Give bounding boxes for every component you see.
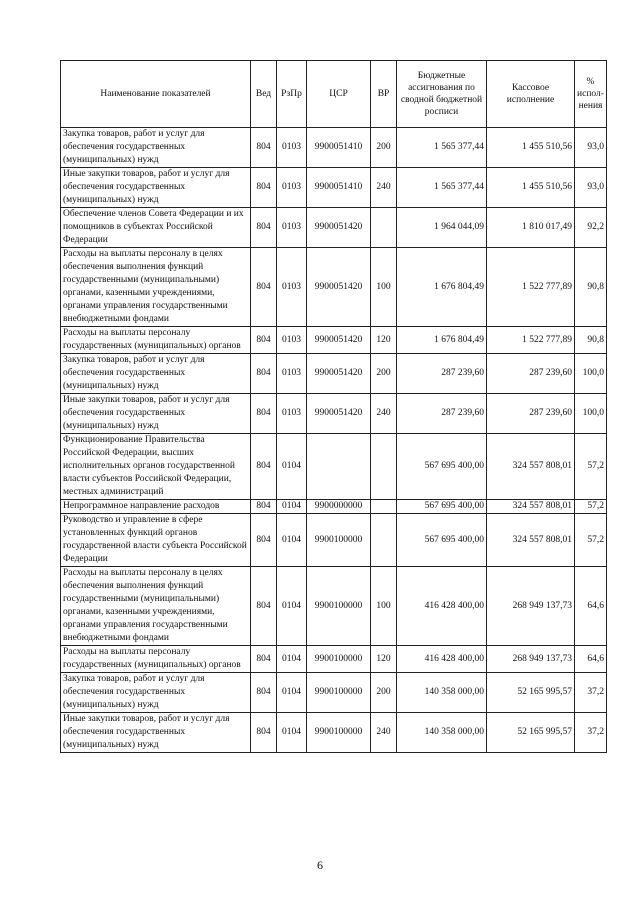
row-vr (371, 434, 397, 500)
row-ved: 804 (251, 713, 277, 753)
row-assignments: 567 695 400,00 (397, 514, 487, 567)
row-assignments: 567 695 400,00 (397, 434, 487, 500)
row-cash-execution: 1 455 510,56 (487, 168, 575, 208)
row-percent: 37,2 (575, 673, 607, 713)
row-assignments: 567 695 400,00 (397, 500, 487, 514)
row-assignments: 1 676 804,49 (397, 327, 487, 354)
row-name: Иные закупки товаров, работ и услуг для обеспечения государственных (муниципальных) нужд (61, 394, 251, 434)
row-cash-execution: 52 165 995,57 (487, 713, 575, 753)
row-cash-execution: 268 949 137,73 (487, 567, 575, 646)
table-row (61, 713, 607, 753)
row-ved: 804 (251, 208, 277, 248)
table-row (61, 327, 607, 354)
row-assignments: 1 964 044,09 (397, 208, 487, 248)
row-percent: 57,2 (575, 434, 607, 500)
table-row (61, 168, 607, 208)
row-name: Иные закупки товаров, работ и услуг для обеспечения государственных (муниципальных) нужд (61, 168, 251, 208)
row-csr: 9900100000 (307, 713, 371, 753)
table-row (61, 514, 607, 567)
row-rzpr: 0103 (277, 394, 307, 434)
row-percent: 90,8 (575, 248, 607, 327)
header-vr: ВР (371, 61, 397, 128)
row-percent: 90,8 (575, 327, 607, 354)
row-rzpr: 0103 (277, 354, 307, 394)
row-ved: 804 (251, 168, 277, 208)
row-name: Функционирование Правительства Российской Федерации, высших исполнительных органов государственной власти субъектов Российской Федерации, местных администраций (61, 434, 251, 500)
row-cash-execution: 268 949 137,73 (487, 646, 575, 673)
row-name: Расходы на выплаты персоналу государственных (муниципальных) органов (61, 646, 251, 673)
row-ved: 804 (251, 567, 277, 646)
budget-table (60, 60, 607, 753)
table-row (61, 500, 607, 514)
row-vr: 100 (371, 567, 397, 646)
row-csr (307, 434, 371, 500)
header-csr: ЦСР (307, 61, 371, 128)
row-rzpr: 0104 (277, 514, 307, 567)
row-vr: 240 (371, 394, 397, 434)
row-csr: 9900051420 (307, 248, 371, 327)
row-rzpr: 0104 (277, 646, 307, 673)
row-rzpr: 0104 (277, 434, 307, 500)
row-name: Закупка товаров, работ и услуг для обеспечения государственных (муниципальных) нужд (61, 128, 251, 168)
row-rzpr: 0103 (277, 208, 307, 248)
row-rzpr: 0103 (277, 128, 307, 168)
row-csr: 9900051420 (307, 327, 371, 354)
row-percent: 100,0 (575, 354, 607, 394)
row-name: Закупка товаров, работ и услуг для обеспечения государственных (муниципальных) нужд (61, 354, 251, 394)
row-vr: 100 (371, 248, 397, 327)
row-assignments: 140 358 000,00 (397, 673, 487, 713)
row-percent: 93,0 (575, 168, 607, 208)
row-name: Расходы на выплаты персоналу государственных (муниципальных) органов (61, 327, 251, 354)
row-rzpr: 0103 (277, 248, 307, 327)
row-csr: 9900051410 (307, 168, 371, 208)
table-row (61, 248, 607, 327)
table-row (61, 567, 607, 646)
row-vr (371, 208, 397, 248)
row-name: Обеспечение членов Совета Федерации и их помощников в субъектах Российской Федерации (61, 208, 251, 248)
row-percent: 64,6 (575, 646, 607, 673)
row-assignments: 1 676 804,49 (397, 248, 487, 327)
row-vr: 200 (371, 128, 397, 168)
row-vr: 120 (371, 646, 397, 673)
header-name: Наименование показателей (61, 61, 251, 128)
row-percent: 100,0 (575, 394, 607, 434)
row-assignments: 416 428 400,00 (397, 646, 487, 673)
header-cash-execution: Кассовое исполнение (487, 61, 575, 128)
row-vr: 120 (371, 327, 397, 354)
row-percent: 92,2 (575, 208, 607, 248)
row-csr: 9900100000 (307, 567, 371, 646)
table-row (61, 434, 607, 500)
row-ved: 804 (251, 128, 277, 168)
header-ved: Вед (251, 61, 277, 128)
row-ved: 804 (251, 248, 277, 327)
row-vr: 200 (371, 673, 397, 713)
row-name: Непрограммное направление расходов (61, 500, 251, 514)
row-assignments: 416 428 400,00 (397, 567, 487, 646)
row-cash-execution: 1 522 777,89 (487, 248, 575, 327)
table-row (61, 673, 607, 713)
row-cash-execution: 1 455 510,56 (487, 128, 575, 168)
row-csr: 9900051420 (307, 354, 371, 394)
row-csr: 9900051420 (307, 394, 371, 434)
row-ved: 804 (251, 673, 277, 713)
row-csr: 9900100000 (307, 673, 371, 713)
row-name: Закупка товаров, работ и услуг для обеспечения государственных (муниципальных) нужд (61, 673, 251, 713)
row-csr: 9900100000 (307, 514, 371, 567)
row-cash-execution: 52 165 995,57 (487, 673, 575, 713)
table-row (61, 646, 607, 673)
row-cash-execution: 287 239,60 (487, 354, 575, 394)
row-ved: 804 (251, 514, 277, 567)
row-ved: 804 (251, 394, 277, 434)
row-cash-execution: 324 557 808,01 (487, 514, 575, 567)
row-name: Иные закупки товаров, работ и услуг для обеспечения государственных (муниципальных) нужд (61, 713, 251, 753)
table-row (61, 208, 607, 248)
table-row (61, 354, 607, 394)
row-vr: 240 (371, 713, 397, 753)
table-row (61, 394, 607, 434)
row-ved: 804 (251, 434, 277, 500)
row-percent: 37,2 (575, 713, 607, 753)
header-percent: % испол-нения (575, 61, 607, 128)
row-percent: 57,2 (575, 514, 607, 567)
row-ved: 804 (251, 646, 277, 673)
row-percent: 64,6 (575, 567, 607, 646)
row-name: Руководство и управление в сфере установленных функций органов государственной власти субъекта Российской Федерации (61, 514, 251, 567)
row-percent: 93,0 (575, 128, 607, 168)
row-rzpr: 0104 (277, 500, 307, 514)
row-vr: 200 (371, 354, 397, 394)
row-name: Расходы на выплаты персоналу в целях обеспечения выполнения функций государственными (муниципальными) органами, казенными учреждениями, органами управления государственными внебюджетными фондами (61, 248, 251, 327)
table-row (61, 128, 607, 168)
row-assignments: 140 358 000,00 (397, 713, 487, 753)
row-assignments: 287 239,60 (397, 394, 487, 434)
header-assignments: Бюджетные ассигнования по сводной бюджетной росписи (397, 61, 487, 128)
row-csr: 9900051420 (307, 208, 371, 248)
row-rzpr: 0104 (277, 567, 307, 646)
document-page (60, 60, 604, 753)
header-rzpr: РзПр (277, 61, 307, 128)
row-rzpr: 0104 (277, 673, 307, 713)
row-assignments: 1 565 377,44 (397, 128, 487, 168)
table-body (61, 128, 607, 753)
row-name: Расходы на выплаты персоналу в целях обеспечения выполнения функций государственными (муниципальными) органами, казенными учреждениями, органами управления государственными внебюджетными фондами (61, 567, 251, 646)
row-csr: 9900051410 (307, 128, 371, 168)
row-ved: 804 (251, 354, 277, 394)
row-assignments: 1 565 377,44 (397, 168, 487, 208)
page-number: 6 (317, 858, 323, 872)
row-cash-execution: 1 810 017,49 (487, 208, 575, 248)
row-vr (371, 514, 397, 567)
row-ved: 804 (251, 500, 277, 514)
row-rzpr: 0104 (277, 713, 307, 753)
row-ved: 804 (251, 327, 277, 354)
row-cash-execution: 287 239,60 (487, 394, 575, 434)
row-cash-execution: 324 557 808,01 (487, 500, 575, 514)
row-csr: 9900000000 (307, 500, 371, 514)
row-cash-execution: 1 522 777,89 (487, 327, 575, 354)
table-header-row (61, 61, 607, 128)
row-assignments: 287 239,60 (397, 354, 487, 394)
row-csr: 9900100000 (307, 646, 371, 673)
row-vr (371, 500, 397, 514)
row-rzpr: 0103 (277, 168, 307, 208)
row-cash-execution: 324 557 808,01 (487, 434, 575, 500)
row-vr: 240 (371, 168, 397, 208)
row-percent: 57,2 (575, 500, 607, 514)
row-rzpr: 0103 (277, 327, 307, 354)
